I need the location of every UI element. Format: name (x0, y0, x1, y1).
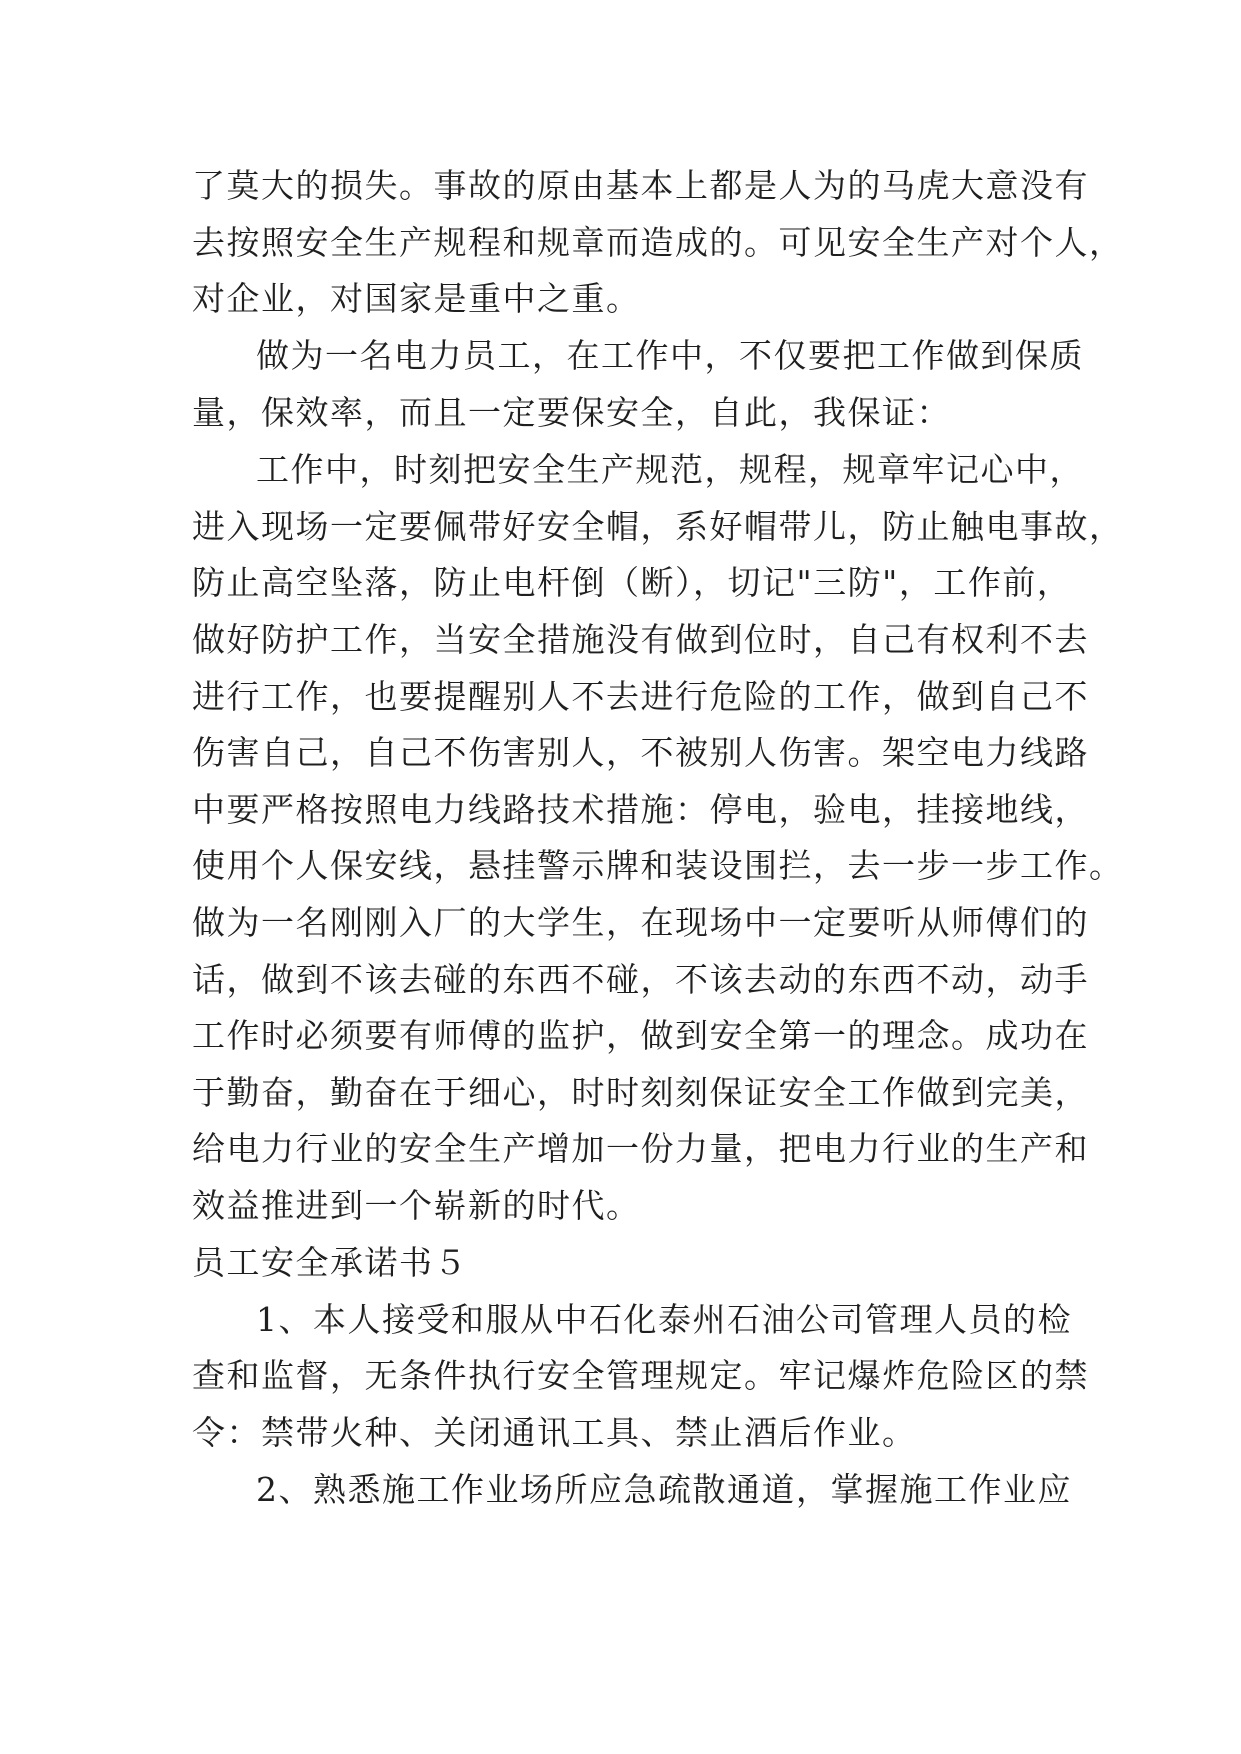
text-line: 查和监督，无条件执行安全管理规定。牢记爆炸危险区的禁 (192, 1356, 1089, 1395)
text-line: 做为一名刚刚入厂的大学生，在现场中一定要听从师傅们的 (192, 903, 1089, 942)
text-line: 防止高空坠落，防止电杆倒（断），切记"三防"，工作前， (192, 563, 1072, 602)
section-heading: 员工安全承诺书５ (192, 1243, 468, 1282)
text-line: 进入现场一定要佩带好安全帽，系好帽带儿，防止触电事故， (192, 507, 1124, 546)
text-line: 对企业，对国家是重中之重。 (192, 279, 641, 318)
text-line: 工作时必须要有师傅的监护，做到安全第一的理念。成功在 (192, 1016, 1089, 1055)
text-line: 量，保效率，而且一定要保安全，自此，我保证： (192, 393, 951, 432)
text-line: 给电力行业的安全生产增加一份力量，把电力行业的生产和 (192, 1129, 1089, 1168)
text-line: 了莫大的损失。事故的原由基本上都是人为的马虎大意没有 (192, 166, 1089, 205)
paragraph-first-line: 工作中，时刻把安全生产规范，规程，规章牢记心中， (256, 450, 1084, 489)
text-line: 伤害自己，自己不伤害别人，不被别人伤害。架空电力线路 (192, 733, 1089, 772)
text-line: 于勤奋，勤奋在于细心，时时刻刻保证安全工作做到完美， (192, 1073, 1089, 1112)
paragraph-first-line: 做为一名电力员工，在工作中，不仅要把工作做到保质 (256, 336, 1084, 375)
text-line: 效益推进到一个崭新的时代。 (192, 1186, 641, 1225)
text-line: 令：禁带火种、关闭通讯工具、禁止酒后作业。 (192, 1413, 917, 1452)
text-line: 使用个人保安线，悬挂警示牌和装设围拦，去一步一步工作。 (192, 846, 1124, 885)
text-line: 进行工作，也要提醒别人不去进行危险的工作，做到自己不 (192, 677, 1089, 716)
text-line: 中要严格按照电力线路技术措施：停电，验电，挂接地线， (192, 790, 1089, 829)
list-item: 2、熟悉施工作业场所应急疏散通道，掌握施工作业应 (256, 1470, 1072, 1509)
text-line: 去按照安全生产规程和规章而造成的。可见安全生产对个人， (192, 223, 1124, 262)
text-line: 话，做到不该去碰的东西不碰，不该去动的东西不动，动手 (192, 960, 1089, 999)
text-line: 做好防护工作，当安全措施没有做到位时，自己有权利不去 (192, 620, 1089, 659)
list-item: 1、本人接受和服从中石化泰州石油公司管理人员的检 (256, 1300, 1072, 1339)
